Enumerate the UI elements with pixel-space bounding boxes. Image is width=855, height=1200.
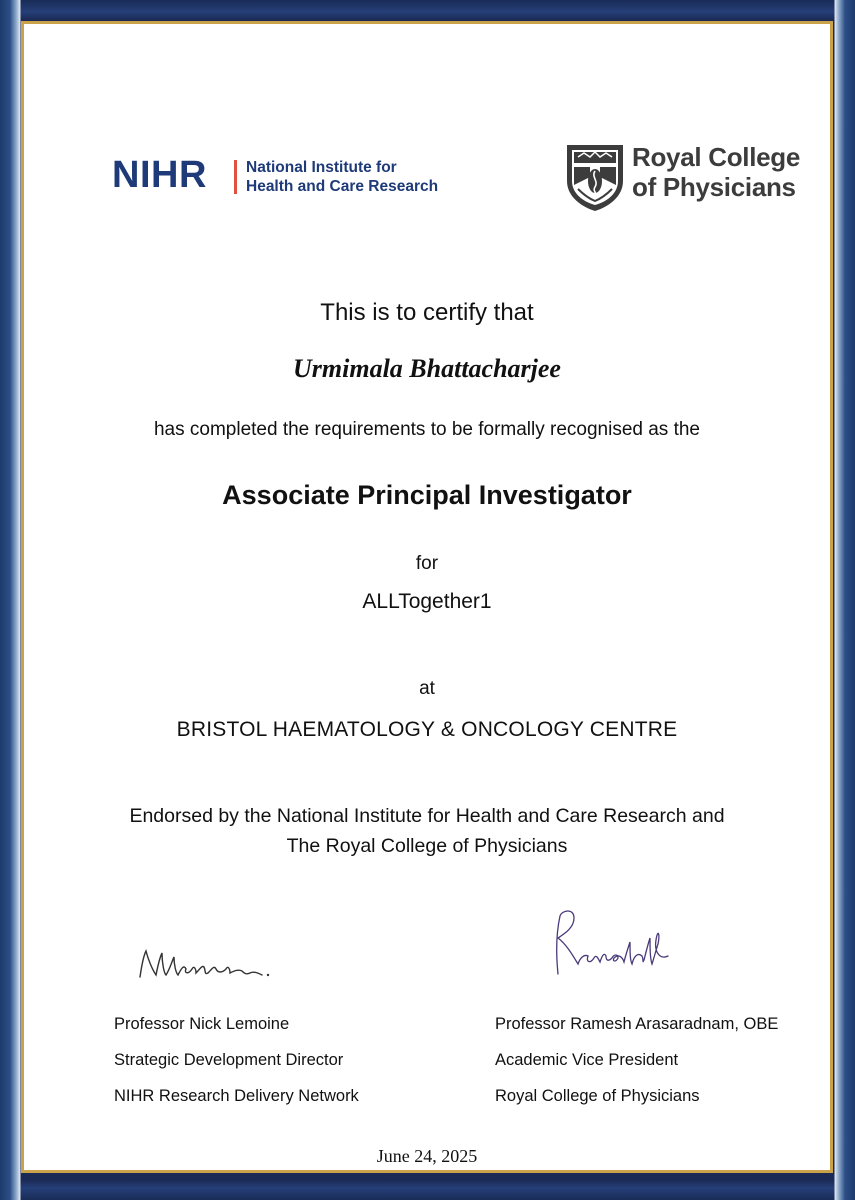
rcp-crest-icon — [564, 141, 626, 213]
centre-name: BRISTOL HAEMATOLOGY & ONCOLOGY CENTRE — [176, 718, 678, 741]
rcp-logo-text — [632, 142, 800, 202]
certificate-paper — [21, 21, 833, 1173]
completed-statement: has completed the requirements to be formally recognised as the — [153, 419, 701, 440]
for-label: for — [415, 553, 439, 574]
signatory-organisation: NIHR Research Delivery Network — [114, 1087, 359, 1105]
signatory-name: Professor Nick Lemoine — [114, 1015, 290, 1033]
nihr-logo-line1: National Institute for — [246, 159, 397, 176]
at-label: at — [419, 678, 435, 699]
rcp-logo-line2: of Physicians — [632, 172, 796, 202]
signatory-left — [114, 1006, 359, 1114]
nihr-logo-text — [246, 158, 438, 196]
rcp-logo-line1: Royal College — [632, 142, 801, 172]
endorsement-line2: The Royal College of Physicians — [286, 835, 568, 857]
signatory-right — [495, 1006, 778, 1114]
signatory-title: Strategic Development Director — [114, 1051, 344, 1069]
signatory-title: Academic Vice President — [495, 1051, 679, 1069]
recipient-name: Urmimala Bhattacharjee — [293, 354, 561, 383]
signatory-name: Professor Ramesh Arasaradnam, OBE — [495, 1015, 779, 1033]
nihr-logo-line2: Health and Care Research — [246, 178, 439, 195]
endorsement-line1: Endorsed by the National Institute for Health and Care Research and — [129, 805, 725, 827]
nihr-logo-divider — [234, 160, 237, 194]
certify-intro: This is to certify that — [320, 299, 534, 326]
signature-lemoine — [134, 939, 284, 989]
signatory-organisation: Royal College of Physicians — [495, 1087, 700, 1105]
nihr-logo-wordmark: NIHR — [112, 154, 207, 196]
endorsement — [24, 801, 830, 861]
study-name: ALLTogether1 — [362, 590, 492, 613]
role-title: Associate Principal Investigator — [222, 480, 632, 510]
signature-arasaradnam — [544, 904, 679, 984]
issue-date: June 24, 2025 — [376, 1146, 478, 1166]
